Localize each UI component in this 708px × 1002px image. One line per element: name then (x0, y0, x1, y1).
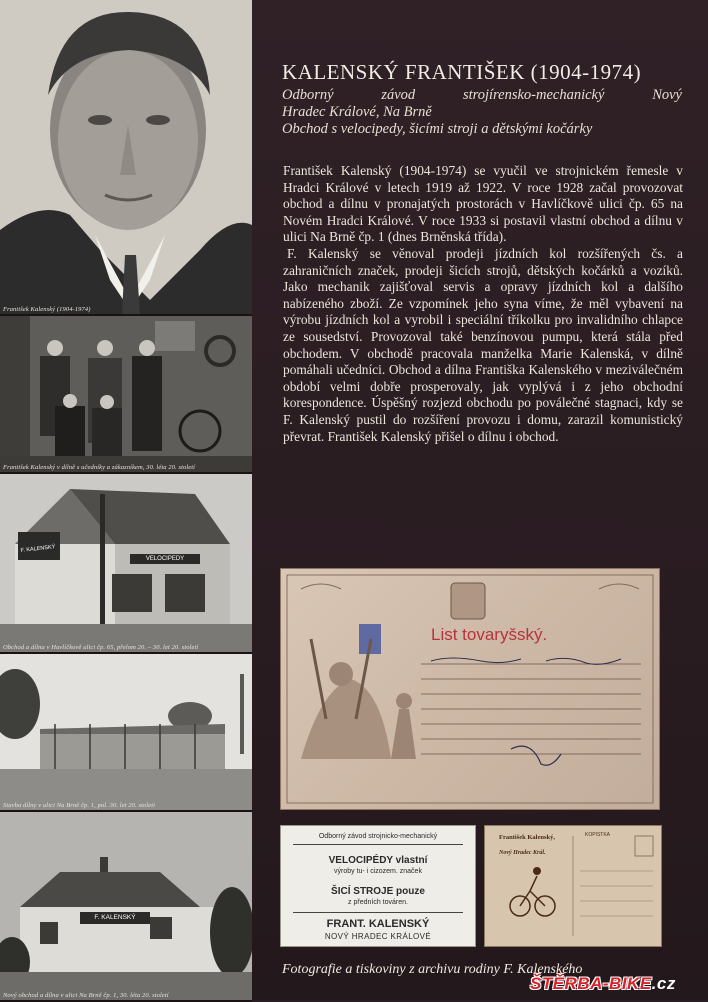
construction-photo (0, 654, 252, 812)
watermark-brand: ŠTĚRBA-BIKE (530, 974, 652, 993)
portrait-photo (0, 0, 252, 316)
watermark-logo (530, 974, 676, 994)
house1-sign-kalensky: F. KALENSKÝ (20, 544, 56, 554)
postcard-line-1: František Kalenský, (499, 834, 555, 841)
certificate-illustration (281, 569, 659, 809)
ad-line-5: ŠICÍ STROJE pouze (331, 886, 425, 897)
construction-caption: Stavba dílny v ulici Na Brně čp. 1, pol. 30. let 20. století (3, 802, 156, 809)
construction-illustration (0, 654, 252, 810)
page-title: KALENSKÝ FRANTIŠEK (1904-1974) (282, 60, 642, 84)
new-shop-caption: Nový obchod a dílna v ulici Na Brně čp. 1, 30. léta 20. století (3, 992, 169, 999)
postcard-line-3: KOPISTKA (585, 832, 611, 838)
ad-rule-bottom (293, 912, 463, 913)
new-shop-photo (0, 812, 252, 1002)
biography-text (283, 163, 683, 445)
certificate-title: List tovaryšský. (431, 625, 548, 644)
house1-sign-velocipedy: VELOCIPEDY (145, 556, 185, 562)
postcard-illustration (485, 826, 661, 946)
ad-line-8: NOVÝ HRADEC KRÁLOVÉ (324, 932, 432, 941)
ad-line-2: VELOCIPÉDY vlastní (328, 855, 428, 866)
workshop-caption: František Kalenský v dílně s učedníky a zákazníkem, 30. léta 20. století (3, 464, 196, 471)
ad-line-7: FRANT. KALENSKÝ (326, 918, 430, 930)
ad-line-1: Odborný závod strojnicko-mechanický (318, 833, 438, 840)
house1-illustration (0, 474, 252, 652)
house2-sign: F. KALENSKÝ (94, 914, 136, 921)
postcard-line-2: Nový Hradec Král. (499, 850, 546, 856)
ad-rule-top (293, 844, 463, 845)
house2-illustration (0, 812, 252, 1000)
journeyman-certificate (280, 568, 660, 810)
footer-credit: Fotografie a tiskoviny z archivu rodiny F. Kalenského (282, 962, 583, 977)
page-subtitle (282, 87, 682, 138)
ad-line-3: výroby tu- i cizozem. značek (334, 868, 422, 875)
workshop-illustration (0, 316, 252, 472)
portrait-caption: František Kalenský (1904-1974) (3, 306, 91, 313)
subtitle-line-1: Odborný závod strojírensko-mechanický Nový (282, 87, 682, 103)
shop-havlickova-photo (0, 474, 252, 654)
watermark-suffix: .cz (651, 974, 676, 993)
workshop-photo (0, 316, 252, 474)
biography-paragraph-2: F. Kalenský se věnoval prodeji jízdních kol rozšířených čs. a zahraničních značek, prodeji šicích strojů, dětských kočárků a vozíků. Jako mechanik zajišťoval servis a opravy jízdních kol a dalšího nabízeného zboží. Ze vzpomínek jeho syna víme, že měl vybavení na výrobu jízdních kol a vyrobil i speciální tříkolku pro invalidního chlapce ze sousedství. Provozoval také benzínovou pumpu, která stála před obchodem. V obchodě pracovala manželka Marie Kalenská, v dílně pomáhali učedníci. Obchod a dílna Františka Kalenského v meziválečném období velmi dobře prosperovaly, jak vyplývá i z jeho obchodní korespondence. Úspěšný rozjezd obchodu po poválečné stagnaci, kdy se F. Kalenský pustil do rozšíření provozu i domu, zarazil komunistický převrat. František Kalenský přišel o dílnu i obchod. (283, 245, 683, 444)
portrait-illustration (0, 0, 252, 314)
postcard (484, 825, 662, 947)
subtitle-line-2: Hradec Králové, Na Brně (282, 104, 432, 120)
ad-line-6: z předních továren. (348, 899, 408, 906)
subtitle-line-3: Obchod s velocipedy, šicími stroji a dětskými kočárky (282, 121, 593, 137)
biography-paragraph-1: František Kalenský (1904-1974) se vyučil ve strojnickém řemesle v Hradci Králové v letech 1919 až 1922. V roce 1928 začal provozovat obchod a dílnu v pronajatých prostorách v Havlíčkově ulici čp. 65 na Novém Hradci Králové. V roce 1933 si postavil vlastní obchod a dílnu v ulici Na Brně čp. 1 (dnes Brněnská třída). (283, 163, 683, 245)
shop-havlickova-caption: Obchod a dílna v Havlíčkově ulici čp. 65, přelom 20. – 30. let 20. století (3, 644, 199, 651)
advertisement-card (280, 825, 476, 947)
